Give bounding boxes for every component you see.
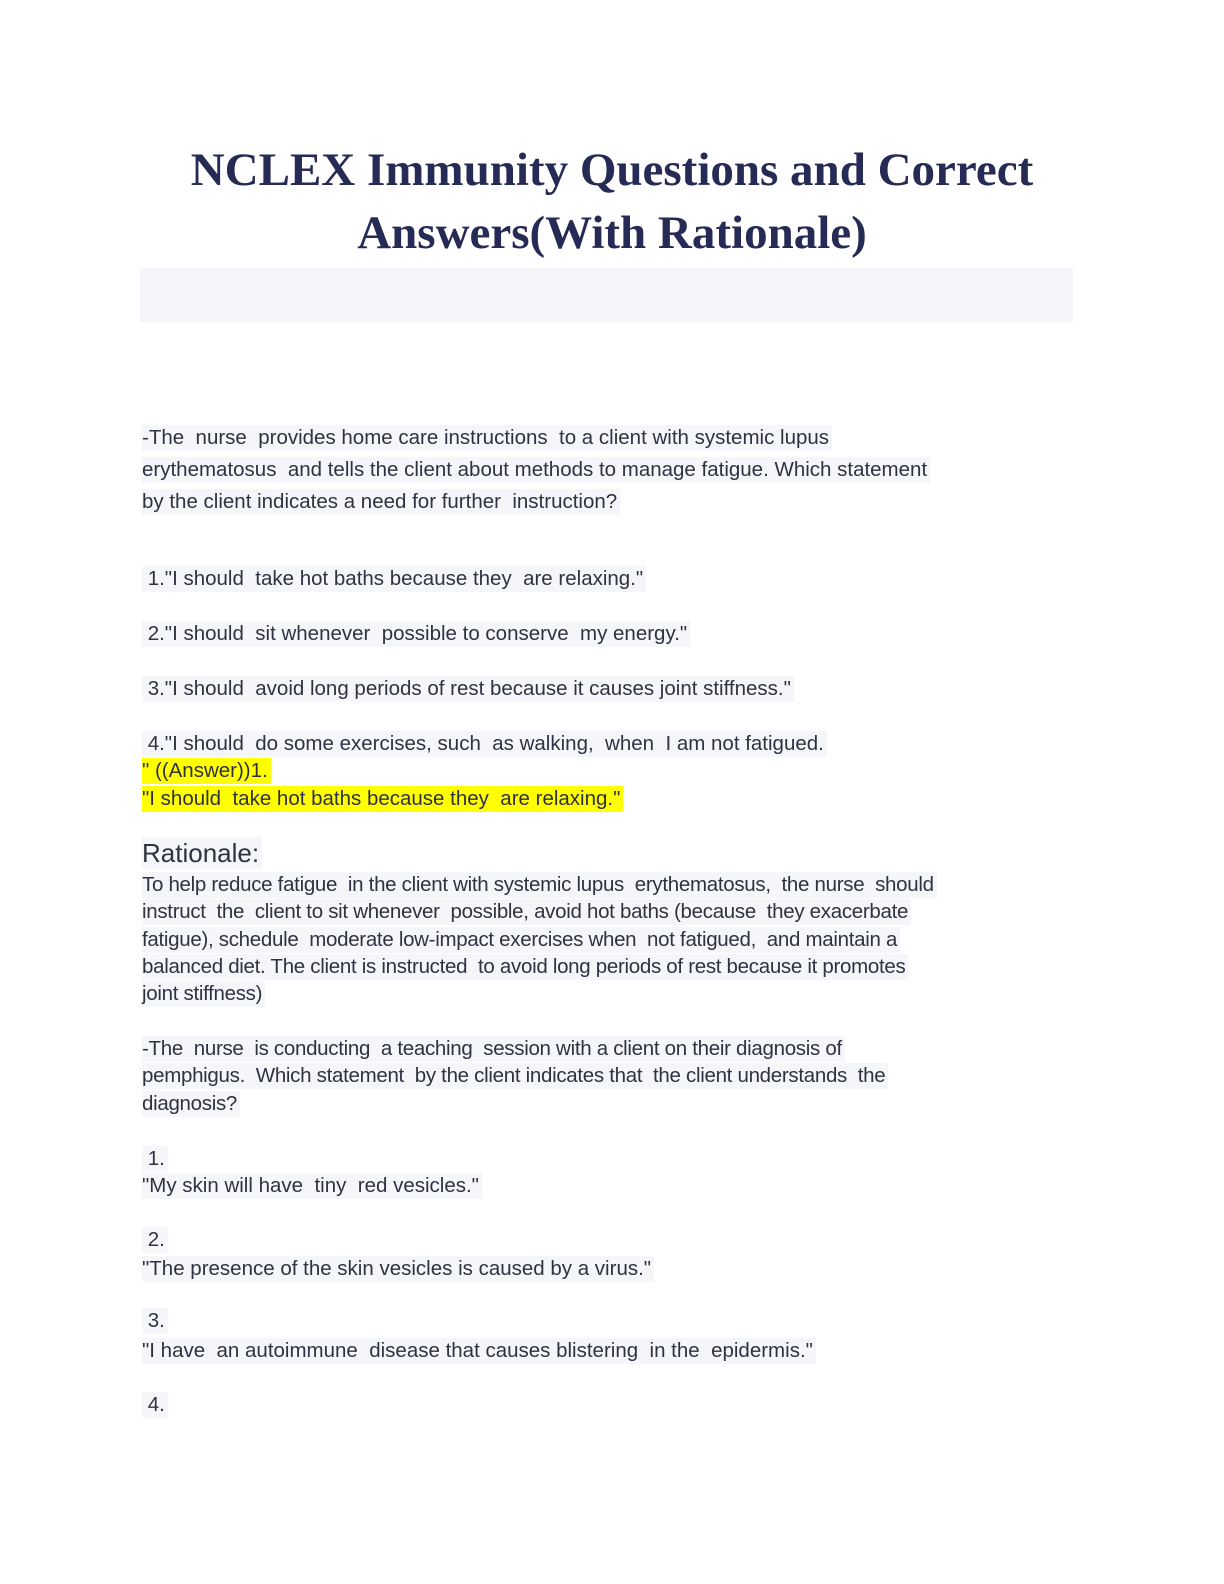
rationale-heading: Rationale: (142, 837, 262, 869)
question-2-stem: pemphigus. Which statement by the client indicates that the client understands the (142, 1063, 888, 1089)
question-2-option-1-text: "My skin will have tiny red vesicles." (142, 1173, 482, 1199)
rationale-text: fatigue), schedule moderate low-impact exercises when not fatigued, and maintain a (142, 927, 900, 953)
question-1-stem: erythematosus and tells the client about methods to manage fatigue. Which statement (142, 457, 930, 483)
rationale-text: To help reduce fatigue in the client with systemic lupus erythematosus, the nurse should (142, 872, 937, 898)
question-1-option-2: 2."I should sit whenever possible to conserve my energy." (142, 621, 690, 647)
title-divider-bar (140, 268, 1073, 322)
question-1-answer-label: " ((Answer))1. (142, 758, 271, 784)
document-title-line-2: Answers(With Rationale) (357, 207, 867, 259)
question-2-option-3-text: "I have an autoimmune disease that causes blistering in the epidermis." (142, 1338, 816, 1364)
question-2-stem: -The nurse is conducting a teaching session with a client on their diagnosis of (142, 1036, 845, 1062)
question-2-option-4-number: 4. (142, 1392, 168, 1418)
question-2-stem: diagnosis? (142, 1091, 240, 1117)
rationale-text: instruct the client to sit whenever possible, avoid hot baths (because they exacerbate (142, 899, 911, 925)
question-1-option-3: 3."I should avoid long periods of rest because it causes joint stiffness." (142, 676, 794, 702)
question-2-option-3-number: 3. (142, 1308, 168, 1334)
question-1-answer-text: "I should take hot baths because they are relaxing." (142, 786, 623, 812)
rationale-text: joint stiffness) (142, 981, 265, 1007)
question-2-option-2-text: "The presence of the skin vesicles is caused by a virus." (142, 1256, 654, 1282)
question-1-stem: by the client indicates a need for further instruction? (142, 489, 620, 515)
question-1-stem: -The nurse provides home care instructions to a client with systemic lupus (142, 425, 832, 451)
question-2-option-2-number: 2. (142, 1227, 168, 1253)
question-1-option-4: 4."I should do some exercises, such as walking, when I am not fatigued. (142, 731, 827, 757)
question-2-option-1-number: 1. (142, 1146, 168, 1172)
document-title-line-1: NCLEX Immunity Questions and Correct (190, 144, 1034, 196)
question-1-option-1: 1."I should take hot baths because they are relaxing." (142, 566, 646, 592)
rationale-text: balanced diet. The client is instructed to avoid long periods of rest because it promotes (142, 954, 908, 980)
